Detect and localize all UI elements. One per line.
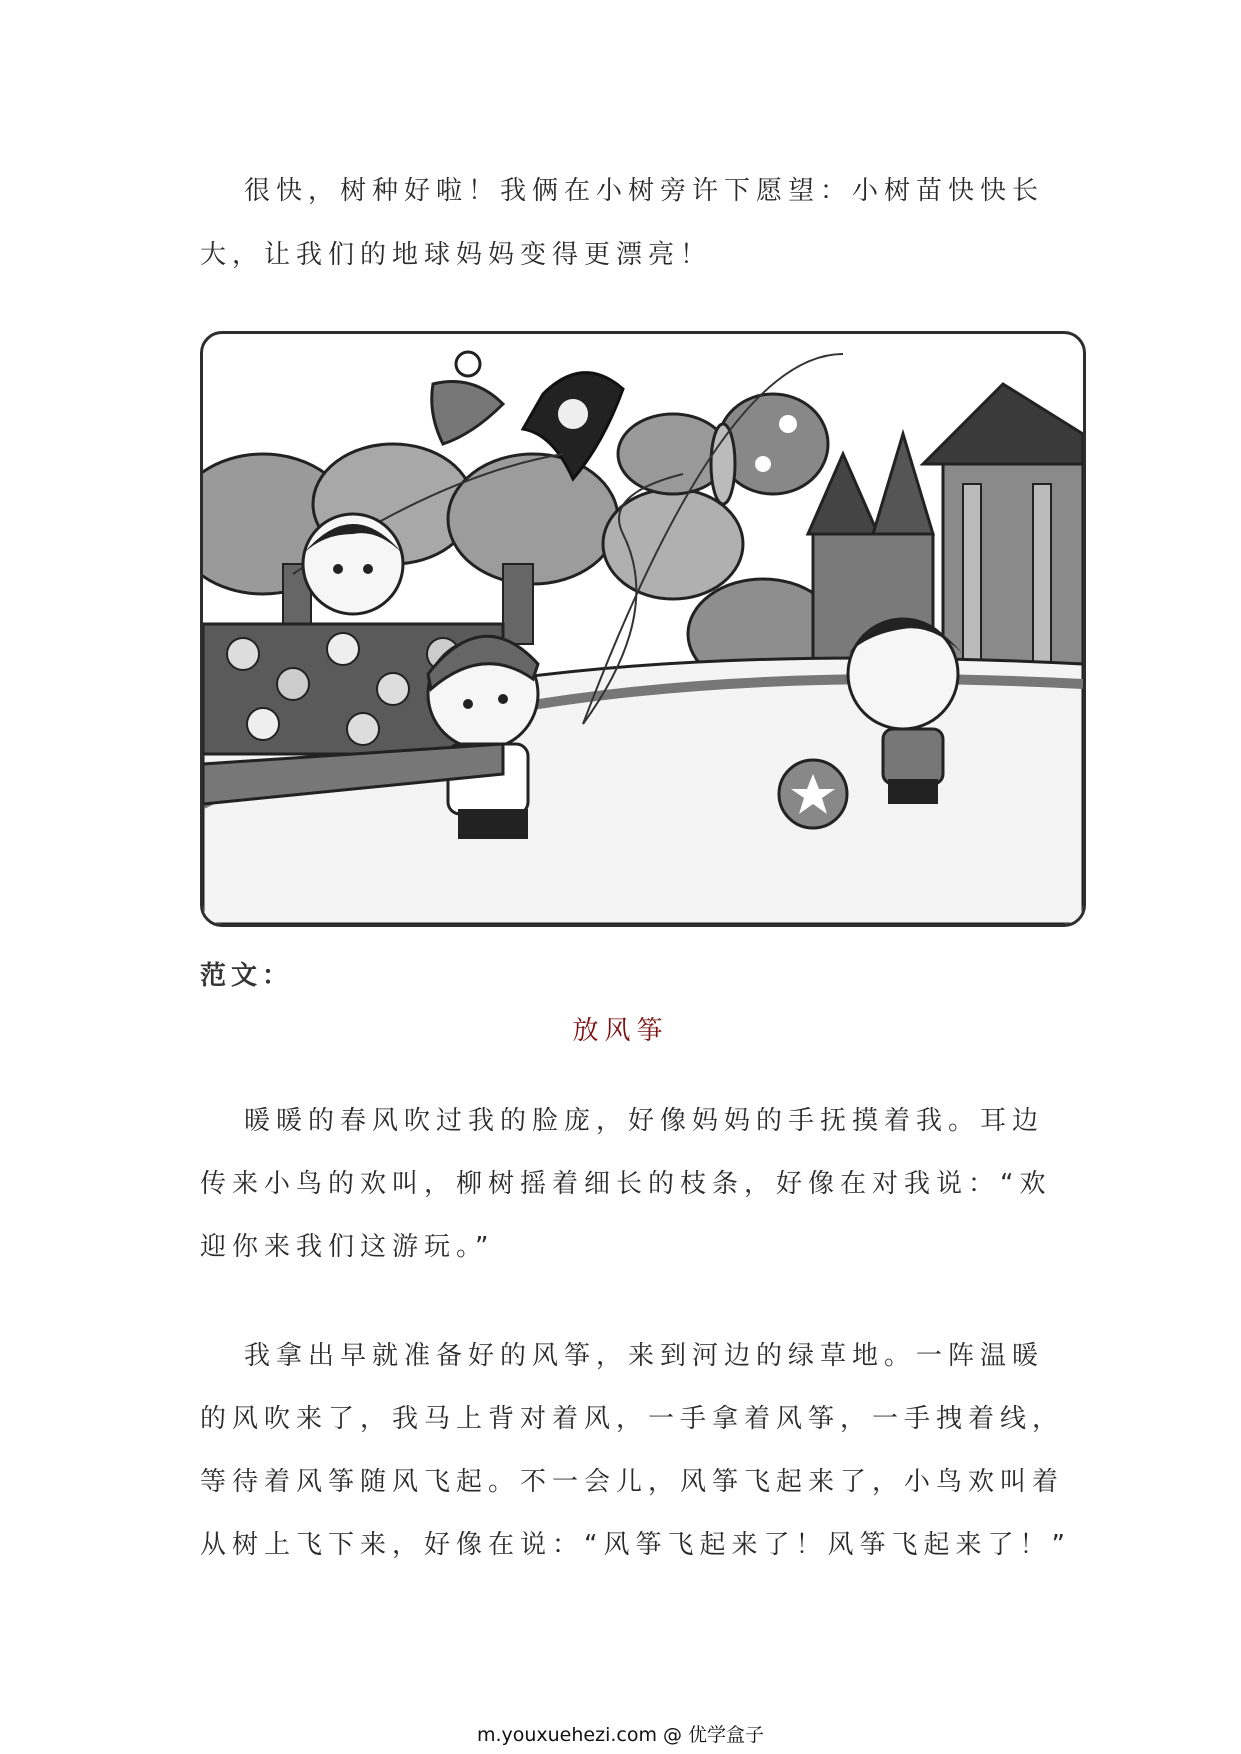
illustration-graphic — [203, 334, 1083, 924]
essay-p1-line-3: 迎你来我们这游玩。” — [200, 1232, 495, 1262]
intro-line-2: 大，让我们的地球妈妈变得更漂亮！ — [200, 240, 713, 270]
kite-flying-illustration — [200, 331, 1086, 927]
essay-p1-line-1: 暖暖的春风吹过我的脸庞，好像妈妈的手抚摸着我。耳边 — [244, 1106, 1045, 1136]
intro-line-1: 很快，树种好啦！我俩在小树旁许下愿望：小树苗快快长 — [244, 176, 1045, 206]
essay-p2-line-4: 从树上飞下来，好像在说：“风筝飞起来了！风筝飞起来了！” — [200, 1530, 1071, 1560]
footer-source: m.youxuehezi.com @ 优学盒子 — [476, 1724, 765, 1746]
essay-title: 放风筝 — [572, 1016, 669, 1046]
essay-p2-line-3: 等待着风筝随风飞起。不一会儿，风筝飞起来了，小鸟欢叫着 — [200, 1467, 1065, 1497]
essay-label: 范文： — [200, 961, 294, 991]
girl-figure — [303, 514, 403, 614]
essay-p2-line-1: 我拿出早就准备好的风筝，来到河边的绿草地。一阵温暖 — [244, 1341, 1045, 1371]
essay-p1-line-2: 传来小鸟的欢叫，柳树摇着细长的枝条，好像在对我说：“欢 — [200, 1169, 1052, 1199]
essay-p2-line-2: 的风吹来了，我马上背对着风，一手拿着风筝，一手拽着线， — [200, 1404, 1065, 1434]
bug-kite — [432, 352, 503, 444]
butterfly-kite — [618, 394, 828, 504]
